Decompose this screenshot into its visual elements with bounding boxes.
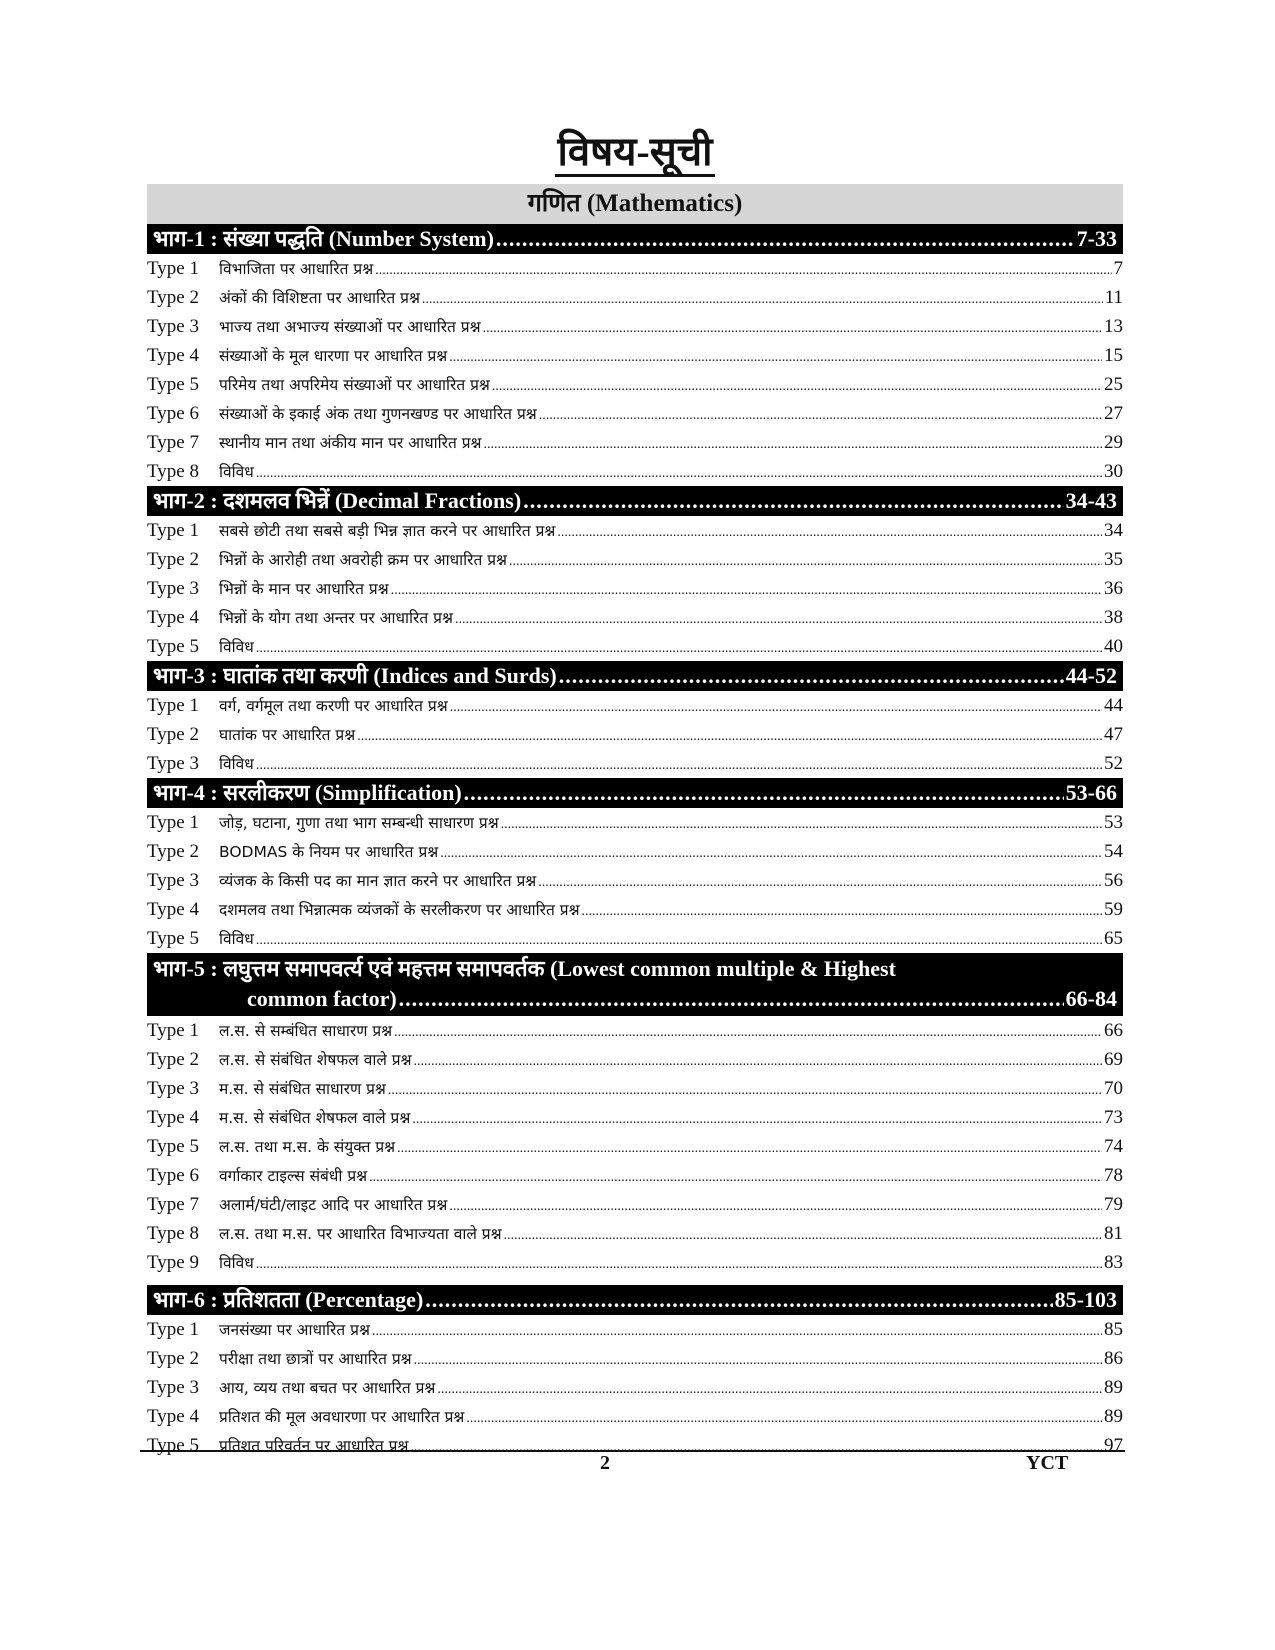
leader-dots <box>523 486 1063 516</box>
entry-page: 89 <box>1104 1406 1123 1427</box>
entry-page: 69 <box>1104 1049 1123 1070</box>
entry-page: 59 <box>1104 899 1123 920</box>
entry-title: वर्ग, वर्गमूल तथा करणी पर आधारित प्रश्न <box>219 697 448 715</box>
section-title: भाग-4 : सरलीकरण (Simplification) <box>153 780 462 805</box>
entry-title: BODMAS के नियम पर आधारित प्रश्न <box>219 843 439 861</box>
leader-dots <box>449 1192 1102 1219</box>
entry-title: आय, व्यय तथा बचत पर आधारित प्रश्न <box>219 1379 436 1397</box>
toc-entry[interactable] <box>147 1219 1123 1248</box>
footer-rule <box>140 1450 1125 1452</box>
section-header[interactable] <box>147 224 1123 254</box>
toc-entry[interactable] <box>147 1248 1123 1277</box>
toc-entry[interactable] <box>147 516 1123 545</box>
entry-page: 97 <box>1104 1435 1123 1456</box>
entry-page: 52 <box>1104 753 1123 774</box>
toc-entry[interactable] <box>147 545 1123 574</box>
entry-title: ल.स. तथा म.स. के संयुक्त प्रश्न <box>219 1138 396 1156</box>
entry-type: Type 7 <box>147 432 199 453</box>
entry-type: Type 2 <box>147 287 199 308</box>
entry-type: Type 3 <box>147 1377 199 1398</box>
leader-dots <box>399 984 1064 1014</box>
leader-dots <box>375 256 1111 283</box>
leader-dots <box>464 778 1064 808</box>
entry-page: 70 <box>1104 1078 1123 1099</box>
entry-title: स्थानीय मान तथा अंकीय मान पर आधारित प्रश्न <box>219 434 482 452</box>
entry-page: 13 <box>1104 316 1123 337</box>
entry-page: 65 <box>1104 928 1123 949</box>
entry-type: Type 4 <box>147 1107 199 1128</box>
entry-page: 89 <box>1104 1377 1123 1398</box>
entry-page: 15 <box>1104 345 1123 366</box>
entry-page: 29 <box>1104 432 1123 453</box>
entry-type: Type 5 <box>147 1136 199 1157</box>
toc-entry[interactable] <box>147 254 1123 283</box>
entry-type: Type 1 <box>147 812 199 833</box>
entry-page: 11 <box>1104 287 1123 308</box>
entry-title: प्रतिशत परिवर्तन पर आधारित प्रश्न <box>219 1437 409 1455</box>
leader-dots <box>412 1105 1102 1132</box>
leader-dots <box>391 576 1102 603</box>
entry-page: 78 <box>1104 1165 1123 1186</box>
leader-dots <box>440 839 1102 866</box>
entry-title: संख्याओं के मूल धारणा पर आधारित प्रश्न <box>219 347 448 365</box>
toc-entry[interactable] <box>147 574 1123 603</box>
entry-title: भिन्नों के योग तथा अन्तर पर आधारित प्रश्न <box>219 609 453 627</box>
entry-title: जनसंख्या पर आधारित प्रश्न <box>219 1321 370 1339</box>
entry-page: 81 <box>1104 1223 1123 1244</box>
leader-dots <box>504 1221 1102 1248</box>
leader-dots <box>492 372 1102 399</box>
entry-title: विविध <box>219 1254 254 1272</box>
entry-type: Type 1 <box>147 1020 199 1041</box>
entry-title: ल.स. से सम्बंधित साधारण प्रश्न <box>219 1022 393 1040</box>
entry-title: वर्गाकार टाइल्स संबंधी प्रश्न <box>219 1167 368 1185</box>
entry-type: Type 2 <box>147 1348 199 1369</box>
toc-entry[interactable] <box>147 1103 1123 1132</box>
entry-title: भिन्नों के मान पर आधारित प्रश्न <box>219 580 389 598</box>
entry-page: 85 <box>1104 1319 1123 1340</box>
entry-title: ल.स. से संबंधित शेषफल वाले प्रश्न <box>219 1051 412 1069</box>
leader-dots <box>449 343 1102 370</box>
entry-type: Type 8 <box>147 461 199 482</box>
toc-entry[interactable] <box>147 691 1123 720</box>
leader-dots <box>484 430 1102 457</box>
section-page-range: 34-43 <box>1065 488 1117 513</box>
toc-entry[interactable] <box>147 457 1123 486</box>
section-page-range: 53-66 <box>1065 780 1117 805</box>
subject-heading: गणित (Mathematics) <box>147 184 1123 224</box>
entry-title: व्यंजक के किसी पद का मान ज्ञात करने पर आधारित प्रश्न <box>219 872 537 890</box>
section-title-continued <box>153 984 1117 1014</box>
toc-entry[interactable] <box>147 1402 1123 1431</box>
leader-dots <box>501 810 1102 837</box>
entry-type: Type 5 <box>147 1435 199 1456</box>
entry-title: म.स. से संबंधित शेषफल वाले प्रश्न <box>219 1109 411 1127</box>
toc-entry[interactable] <box>147 866 1123 895</box>
entry-type: Type 5 <box>147 636 199 657</box>
leader-dots <box>414 1047 1102 1074</box>
entry-title: भिन्नों के आरोही तथा अवरोही क्रम पर आधारित प्रश्न <box>219 551 508 569</box>
entry-title: सबसे छोटी तथा सबसे बड़ी भिन्न ज्ञात करने पर आधारित प्रश्न <box>219 522 556 540</box>
entry-title: प्रतिशत की मूल अवधारणा पर आधारित प्रश्न <box>219 1408 465 1426</box>
toc-entry[interactable] <box>147 341 1123 370</box>
toc-entry[interactable] <box>147 1344 1123 1373</box>
entry-type: Type 1 <box>147 520 199 541</box>
entry-type: Type 5 <box>147 928 199 949</box>
section-header[interactable] <box>147 661 1123 691</box>
entry-title: विविध <box>219 930 254 948</box>
section-spacer <box>147 1277 1123 1285</box>
entry-type: Type 6 <box>147 403 199 424</box>
entry-type: Type 3 <box>147 753 199 774</box>
page-title: विषय-सूची <box>147 128 1123 180</box>
toc-entry[interactable] <box>147 1074 1123 1103</box>
section-header[interactable] <box>147 953 1123 1016</box>
toc-entry[interactable] <box>147 924 1123 953</box>
leader-dots <box>414 1346 1102 1373</box>
entry-title: म.स. से संबंधित साधारण प्रश्न <box>219 1080 386 1098</box>
section-header[interactable] <box>147 1285 1123 1315</box>
publisher-brand: YCT <box>1026 1452 1069 1474</box>
entry-page: 73 <box>1104 1107 1123 1128</box>
leader-dots <box>357 722 1102 749</box>
section-header[interactable] <box>147 486 1123 516</box>
entry-type: Type 1 <box>147 258 199 279</box>
entry-title: घातांक पर आधारित प्रश्न <box>219 726 356 744</box>
entry-page: 27 <box>1104 403 1123 424</box>
entry-page: 79 <box>1104 1194 1123 1215</box>
section-title: भाग-2 : दशमलव भिन्नें (Decimal Fractions) <box>153 488 522 513</box>
leader-dots <box>538 868 1102 895</box>
entry-type: Type 3 <box>147 316 199 337</box>
leader-dots <box>369 1163 1102 1190</box>
entry-page: 54 <box>1104 841 1123 862</box>
section-page-range: 85-103 <box>1054 1287 1117 1312</box>
section-title: भाग-6 : प्रतिशतता (Percentage) <box>153 1287 424 1312</box>
toc-entry[interactable] <box>147 632 1123 661</box>
toc-entry[interactable] <box>147 283 1123 312</box>
entry-type: Type 6 <box>147 1165 199 1186</box>
entry-page: 44 <box>1104 695 1123 716</box>
leader-dots <box>394 1018 1102 1045</box>
entry-page: 7 <box>1113 258 1123 279</box>
leader-dots <box>582 897 1102 924</box>
leader-dots <box>425 1285 1052 1315</box>
leader-dots <box>437 1375 1102 1402</box>
leader-dots <box>256 634 1102 661</box>
section-title: भाग-5 : लघुत्तम समापवर्त्य एवं महत्तम समापवर्तक (Lowest common multiple & Highest <box>153 956 896 981</box>
entry-title: परिमेय तथा अपरिमेय संख्याओं पर आधारित प्रश्न <box>219 376 490 394</box>
leader-dots <box>256 459 1102 486</box>
entry-type: Type 2 <box>147 841 199 862</box>
toc-entry[interactable] <box>147 837 1123 866</box>
entry-page: 38 <box>1104 607 1123 628</box>
toc-entry[interactable] <box>147 1161 1123 1190</box>
entry-type: Type 2 <box>147 549 199 570</box>
section-title-line2: common factor) <box>247 986 397 1011</box>
toc-entry[interactable] <box>147 808 1123 837</box>
entry-page: 35 <box>1104 549 1123 570</box>
section-header[interactable] <box>147 778 1123 808</box>
entry-page: 83 <box>1104 1252 1123 1273</box>
toc-entry[interactable] <box>147 720 1123 749</box>
section-title: भाग-1 : संख्या पद्धति (Number System) <box>153 226 494 251</box>
entry-title: अंकों की विशिष्टता पर आधारित प्रश्न <box>219 289 420 307</box>
entry-title: भाज्य तथा अभाज्य संख्याओं पर आधारित प्रश्न <box>219 318 481 336</box>
leader-dots <box>483 314 1102 341</box>
entry-page: 53 <box>1104 812 1123 833</box>
toc-entry[interactable] <box>147 399 1123 428</box>
leader-dots <box>256 1250 1102 1277</box>
entry-title: परीक्षा तथा छात्रों पर आधारित प्रश्न <box>219 1350 412 1368</box>
leader-dots <box>455 605 1102 632</box>
entry-page: 40 <box>1104 636 1123 657</box>
entry-page: 36 <box>1104 578 1123 599</box>
entry-type: Type 2 <box>147 724 199 745</box>
entry-page: 30 <box>1104 461 1123 482</box>
entry-type: Type 4 <box>147 345 199 366</box>
toc-entry[interactable] <box>147 603 1123 632</box>
leader-dots <box>450 693 1102 720</box>
entry-type: Type 5 <box>147 374 199 395</box>
entry-title: विभाजिता पर आधारित प्रश्न <box>219 260 374 278</box>
page-number: 2 <box>600 1452 610 1474</box>
entry-title: दशमलव तथा भिन्नात्मक व्यंजकों के सरलीकरण पर आधारित प्रश्न <box>219 901 580 919</box>
leader-dots <box>256 926 1102 953</box>
leader-dots <box>422 285 1103 312</box>
entry-page: 56 <box>1104 870 1123 891</box>
entry-page: 66 <box>1104 1020 1123 1041</box>
toc-entry[interactable] <box>147 428 1123 457</box>
entry-type: Type 7 <box>147 1194 199 1215</box>
entry-type: Type 3 <box>147 870 199 891</box>
entry-title: जोड़, घटाना, गुणा तथा भाग सम्बन्धी साधारण प्रश्न <box>219 814 499 832</box>
toc-entry[interactable] <box>147 1045 1123 1074</box>
entry-type: Type 4 <box>147 899 199 920</box>
entry-page: 34 <box>1104 520 1123 541</box>
toc-entry[interactable] <box>147 370 1123 399</box>
leader-dots <box>397 1134 1102 1161</box>
section-page-range: 44-52 <box>1065 663 1117 688</box>
entry-type: Type 1 <box>147 1319 199 1340</box>
leader-dots <box>496 224 1075 254</box>
entry-type: Type 4 <box>147 607 199 628</box>
entry-title: ल.स. तथा म.स. पर आधारित विभाज्यता वाले प्रश्न <box>219 1225 502 1243</box>
entry-title: विविध <box>219 463 254 481</box>
entry-type: Type 4 <box>147 1406 199 1427</box>
leader-dots <box>557 518 1102 545</box>
toc-entry[interactable] <box>147 1315 1123 1344</box>
leader-dots <box>388 1076 1102 1103</box>
entry-page: 74 <box>1104 1136 1123 1157</box>
toc-entry[interactable] <box>147 1431 1123 1460</box>
toc-entry[interactable] <box>147 1373 1123 1402</box>
toc-entry[interactable] <box>147 312 1123 341</box>
entry-type: Type 3 <box>147 1078 199 1099</box>
entry-type: Type 2 <box>147 1049 199 1070</box>
leader-dots <box>410 1433 1102 1460</box>
leader-dots <box>466 1404 1102 1431</box>
entry-title: विविध <box>219 755 254 773</box>
section-title: भाग-3 : घातांक तथा करणी (Indices and Surds) <box>153 663 557 688</box>
leader-dots <box>256 751 1102 778</box>
entry-page: 86 <box>1104 1348 1123 1369</box>
leader-dots <box>539 401 1102 428</box>
entry-type: Type 9 <box>147 1252 199 1273</box>
entry-type: Type 3 <box>147 578 199 599</box>
entry-title: विविध <box>219 638 254 656</box>
toc-entry[interactable] <box>147 1132 1123 1161</box>
toc-page <box>147 128 1123 1460</box>
entry-type: Type 8 <box>147 1223 199 1244</box>
entry-title: संख्याओं के इकाई अंक तथा गुणनखण्ड पर आधारित प्रश्न <box>219 405 537 423</box>
entry-title: अलार्म/घंटी/लाइट आदि पर आधारित प्रश्न <box>219 1196 448 1214</box>
leader-dots <box>372 1317 1102 1344</box>
toc-list <box>147 224 1123 1460</box>
entry-type: Type 1 <box>147 695 199 716</box>
section-page-range: 7-33 <box>1076 226 1117 251</box>
entry-page: 25 <box>1104 374 1123 395</box>
section-page-range: 66-84 <box>1065 986 1117 1011</box>
toc-entry[interactable] <box>147 1016 1123 1045</box>
leader-dots <box>559 661 1064 691</box>
toc-entry[interactable] <box>147 895 1123 924</box>
entry-page: 47 <box>1104 724 1123 745</box>
leader-dots <box>509 547 1102 574</box>
toc-entry[interactable] <box>147 749 1123 778</box>
toc-entry[interactable] <box>147 1190 1123 1219</box>
